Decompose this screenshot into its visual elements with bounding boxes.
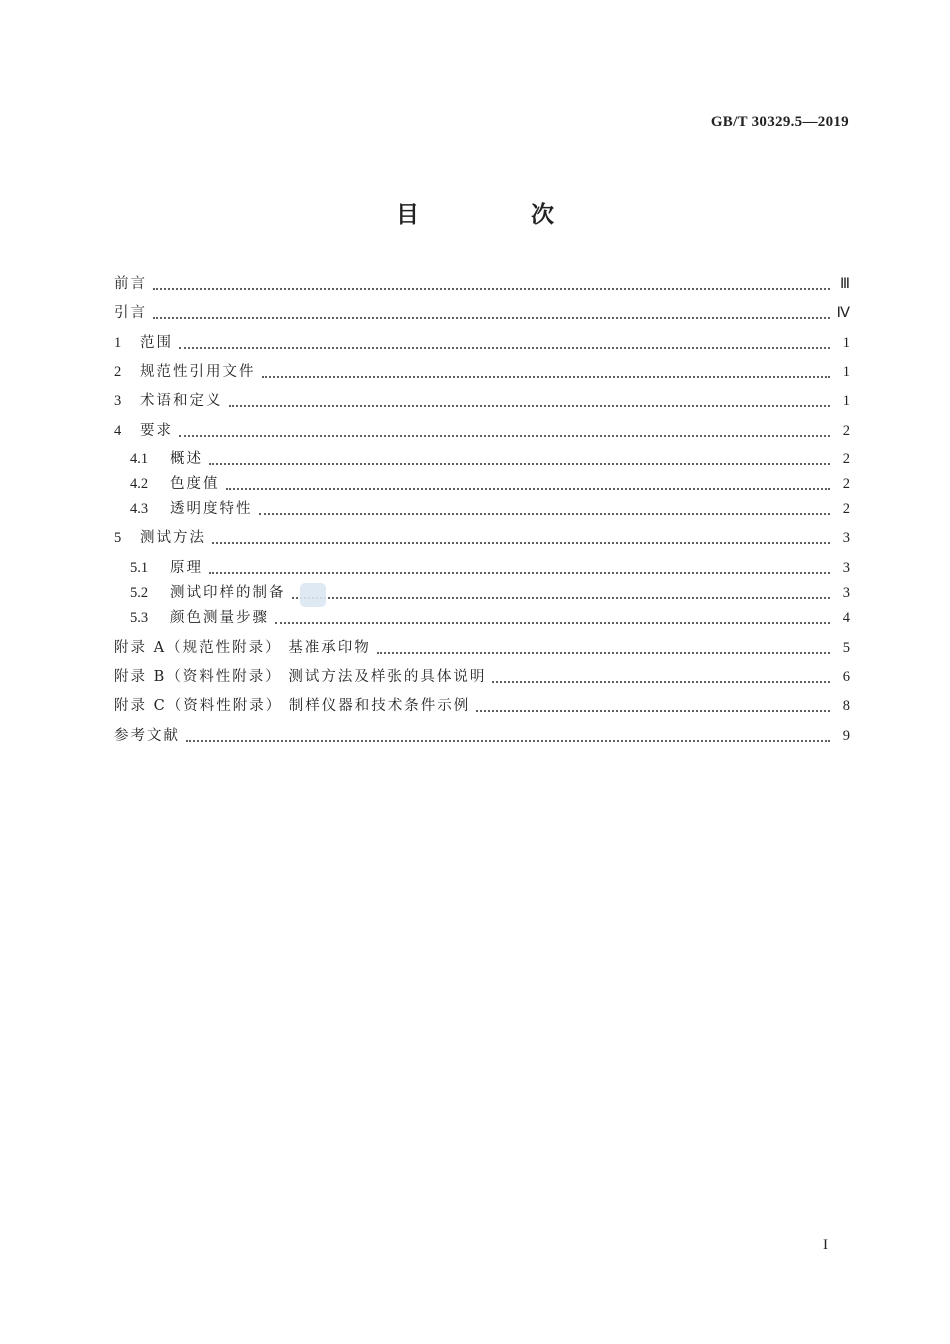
toc-entry-annex-a[interactable] xyxy=(114,636,850,660)
toc-entry-2[interactable] xyxy=(114,360,850,384)
toc-entry-page: 2 xyxy=(842,423,850,439)
toc-entry-label: 色度值 xyxy=(170,476,220,492)
toc-entry-page: 1 xyxy=(842,393,850,409)
toc-entry-5-3[interactable] xyxy=(130,606,850,630)
toc-entry-label: 概述 xyxy=(170,451,203,467)
toc-entry-number: 4.2 xyxy=(130,476,149,492)
dot-leader xyxy=(377,650,830,654)
watermark-mark xyxy=(300,583,326,607)
toc-entry-4-2[interactable] xyxy=(130,472,850,496)
toc-entry-page: 2 xyxy=(842,451,850,467)
toc-entry-number: 5.1 xyxy=(130,560,149,576)
toc-entry-page: 5 xyxy=(842,640,850,656)
toc-entry-label: 规范性引用文件 xyxy=(140,364,256,380)
toc-entry-label: 测试方法 xyxy=(140,530,206,546)
toc-entry-1[interactable] xyxy=(114,331,850,355)
dot-leader xyxy=(262,374,831,378)
toc-entry-label: 引言 xyxy=(114,305,147,321)
standard-code: GB/T 30329.5—2019 xyxy=(710,114,849,130)
toc-entry-label: 要求 xyxy=(140,423,173,439)
toc-entry-number: 2 xyxy=(114,364,122,380)
toc-entry-number: 5.2 xyxy=(130,585,149,601)
toc-entry-page: Ⅳ xyxy=(836,305,850,321)
toc-entry-5-1[interactable] xyxy=(130,556,850,580)
toc-entry-5[interactable] xyxy=(114,526,850,550)
dot-leader xyxy=(212,540,830,544)
toc-entry-page: 3 xyxy=(842,560,850,576)
toc-entry-number: 4.1 xyxy=(130,451,149,467)
toc-entry-3[interactable] xyxy=(114,389,850,413)
toc-entry-page: 9 xyxy=(842,728,850,744)
dot-leader xyxy=(229,403,831,407)
toc-entry-label: 测试印样的制备 xyxy=(170,585,286,601)
dot-leader xyxy=(179,345,830,349)
toc-entry-foreword[interactable] xyxy=(114,272,850,296)
toc-entry-label: 术语和定义 xyxy=(140,393,223,409)
toc-entry-bibliography[interactable] xyxy=(114,724,850,748)
toc-entry-number: 3 xyxy=(114,393,122,409)
toc-entry-page: Ⅲ xyxy=(840,276,850,292)
toc-entry-page: 1 xyxy=(842,335,850,351)
toc-entry-page: 3 xyxy=(842,585,850,601)
footer-page-number: I xyxy=(823,1237,828,1253)
dot-leader xyxy=(292,595,831,599)
toc-entry-4-1[interactable] xyxy=(130,447,850,471)
toc-entry-label: 范围 xyxy=(140,335,173,351)
toc-entry-4-3[interactable] xyxy=(130,497,850,521)
toc-entry-number: 5.3 xyxy=(130,610,149,626)
toc-entry-number: 4 xyxy=(114,423,122,439)
toc-entry-label: 附录 C（资料性附录） 制样仪器和技术条件示例 xyxy=(114,698,471,714)
toc-entry-number: 4.3 xyxy=(130,501,149,517)
toc-entry-page: 4 xyxy=(842,610,850,626)
dot-leader xyxy=(209,461,830,465)
dot-leader xyxy=(226,486,831,490)
toc-entry-label: 附录 B（资料性附录） 测试方法及样张的具体说明 xyxy=(114,669,487,685)
dot-leader xyxy=(275,620,830,624)
page-title: 目 次 xyxy=(395,202,606,228)
toc-entry-number: 5 xyxy=(114,530,122,546)
toc-entry-5-2[interactable] xyxy=(130,581,850,605)
toc-entry-page: 1 xyxy=(842,364,850,380)
dot-leader xyxy=(186,738,830,742)
dot-leader xyxy=(259,511,831,515)
dot-leader xyxy=(179,433,830,437)
toc-entry-label: 透明度特性 xyxy=(170,501,253,517)
toc-entry-label: 参考文献 xyxy=(114,728,180,744)
toc-entry-introduction[interactable] xyxy=(114,301,850,325)
toc-entry-page: 8 xyxy=(842,698,850,714)
toc-entry-page: 3 xyxy=(842,530,850,546)
toc-entry-label: 原理 xyxy=(170,560,203,576)
dot-leader xyxy=(492,679,830,683)
dot-leader xyxy=(209,570,830,574)
toc-entry-annex-b[interactable] xyxy=(114,665,850,689)
toc-entry-page: 6 xyxy=(842,669,850,685)
toc-entry-label: 前言 xyxy=(114,276,147,292)
dot-leader xyxy=(153,315,830,319)
toc-entry-4[interactable] xyxy=(114,419,850,443)
toc-entry-page: 2 xyxy=(842,476,850,492)
toc-entry-label: 颜色测量步骤 xyxy=(170,610,269,626)
dot-leader xyxy=(153,286,830,290)
toc-entry-page: 2 xyxy=(842,501,850,517)
dot-leader xyxy=(476,708,830,712)
toc-entry-label: 附录 A（规范性附录） 基准承印物 xyxy=(114,640,371,656)
toc-entry-annex-c[interactable] xyxy=(114,694,850,718)
toc-entry-number: 1 xyxy=(114,335,122,351)
